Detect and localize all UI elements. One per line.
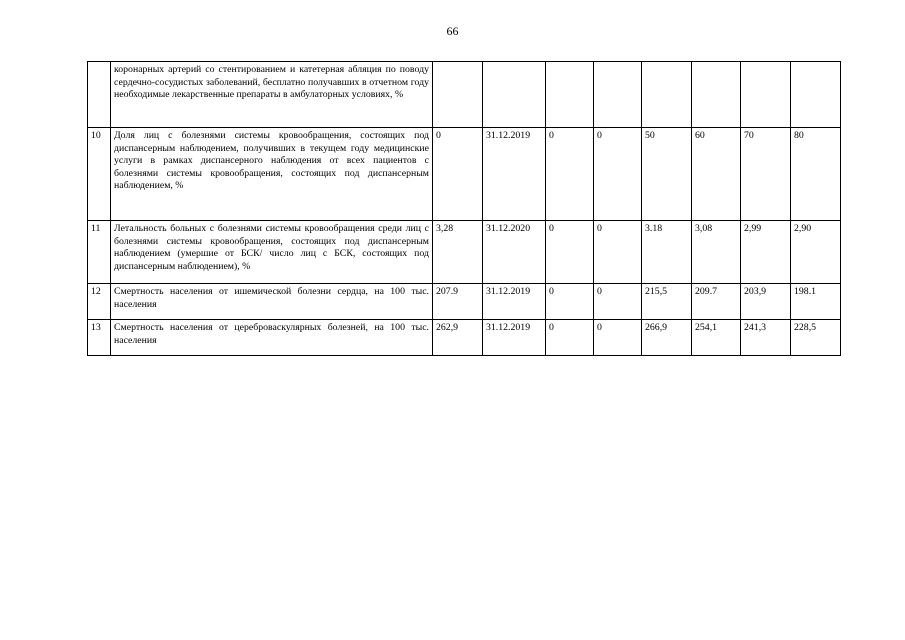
value-cell: 2,90	[791, 221, 841, 284]
indicator-description: Смертность населения от цереброваскулярных болезней, на 100 тыс. населения	[111, 320, 433, 356]
indicator-description: коронарных артерий со стентированием и катетерная абляция по поводу сердечно-сосудистых заболеваний, бесплатно получавших в отчетном году необходимые лекарственные препараты в амбулаторных условиях, %	[111, 62, 433, 128]
base-date: 31.12.2020	[483, 221, 546, 284]
base-date: 31.12.2019	[483, 128, 546, 221]
table-row	[88, 221, 841, 284]
value-cell: 50	[642, 128, 692, 221]
value-cell: 0	[594, 284, 642, 320]
value-cell	[594, 62, 642, 128]
value-cell: 266,9	[642, 320, 692, 356]
value-cell: 70	[741, 128, 791, 221]
table-row	[88, 62, 841, 128]
row-number: 10	[88, 128, 111, 221]
value-cell	[791, 62, 841, 128]
row-number: 11	[88, 221, 111, 284]
row-number: 12	[88, 284, 111, 320]
indicator-description: Доля лиц с болезнями системы кровообращения, состоящих под диспансерным наблюдением, получивших в текущем году медицинские услуги в рамках диспансерного наблюдения от всех пациентов с болезнями системы кровообращения, состоящих под диспансерным наблюдением, %	[111, 128, 433, 221]
value-cell: 0	[546, 284, 594, 320]
value-cell	[642, 62, 692, 128]
base-value: 262,9	[433, 320, 483, 356]
value-cell: 0	[594, 221, 642, 284]
value-cell: 0	[594, 128, 642, 221]
page-number: 66	[446, 24, 459, 38]
base-value: 207.9	[433, 284, 483, 320]
value-cell: 254,1	[692, 320, 741, 356]
table-row	[88, 320, 841, 356]
value-cell: 80	[791, 128, 841, 221]
value-cell: 0	[594, 320, 642, 356]
indicator-description: Смертность населения от ишемической болезни сердца, на 100 тыс. населения	[111, 284, 433, 320]
value-cell: 228,5	[791, 320, 841, 356]
value-cell: 2,99	[741, 221, 791, 284]
value-cell: 209.7	[692, 284, 741, 320]
row-number: 13	[88, 320, 111, 356]
row-number	[88, 62, 111, 128]
table-row	[88, 128, 841, 221]
value-cell: 0	[546, 320, 594, 356]
indicators-table	[87, 61, 841, 356]
table-row	[88, 284, 841, 320]
value-cell	[741, 62, 791, 128]
value-cell: 60	[692, 128, 741, 221]
value-cell: 215,5	[642, 284, 692, 320]
value-cell	[546, 62, 594, 128]
base-value: 3,28	[433, 221, 483, 284]
value-cell: 203,9	[741, 284, 791, 320]
value-cell: 198.1	[791, 284, 841, 320]
value-cell: 0	[546, 128, 594, 221]
base-date: 31.12.2019	[483, 284, 546, 320]
value-cell: 0	[546, 221, 594, 284]
value-cell: 241,3	[741, 320, 791, 356]
value-cell: 3.18	[642, 221, 692, 284]
base-date: 31.12.2019	[483, 320, 546, 356]
base-date	[483, 62, 546, 128]
indicator-description: Летальность больных с болезнями системы кровообращения среди лиц с болезнями системы кровообращения, состоящих под диспансерным наблюдением (умершие от БСК/ число лиц с БСК, состоящих под диспансерным наблюдением), %	[111, 221, 433, 284]
base-value	[433, 62, 483, 128]
base-value: 0	[433, 128, 483, 221]
value-cell	[692, 62, 741, 128]
value-cell: 3,08	[692, 221, 741, 284]
